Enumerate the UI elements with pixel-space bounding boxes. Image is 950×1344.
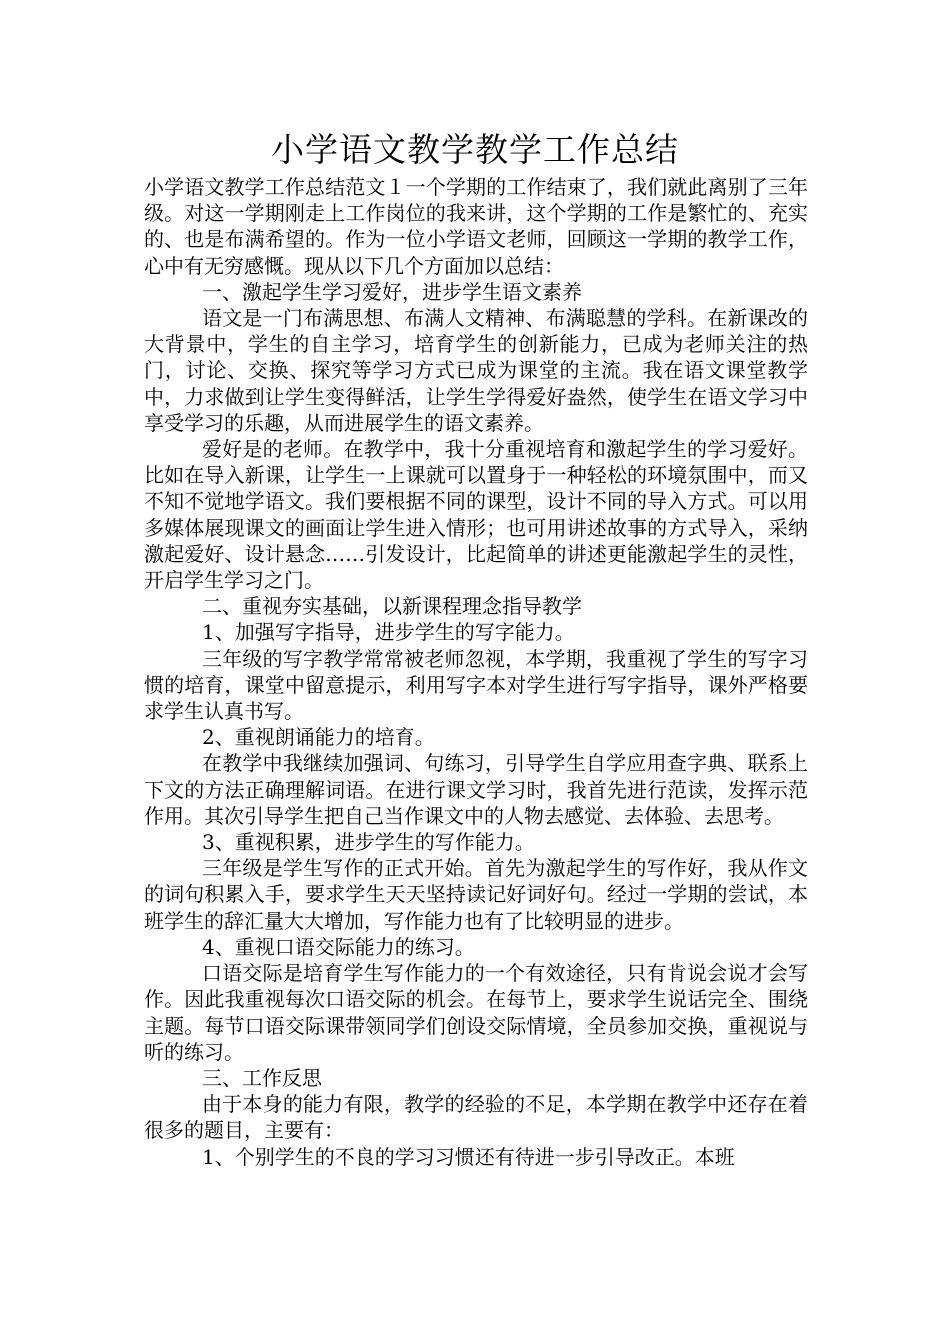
paragraph: 三年级的写字教学常常被老师忽视，本学期，我重视了学生的写字习惯的培育，课堂中留意提示，利用写字本对学生进行写字指导，课外严格要求学生认真书写。	[144, 646, 808, 724]
paragraph: 在教学中我继续加强词、句练习，引导学生自学应用查字典、联系上下文的方法正确理解词语。在进行课文学习时，我首先进行范读，发挥示范作用。其次引导学生把自己当作课文中的人物去感觉、去体验、去思考。	[144, 751, 808, 828]
page-title: 小学语文教学教学工作总结	[271, 130, 679, 169]
subheading: 1、加强写字指导，进步学生的写字能力。	[202, 620, 575, 645]
document-body	[144, 174, 808, 1170]
subheading: 2、重视朗诵能力的培育。	[202, 725, 435, 750]
paragraph: 1、个别学生的不良的学习习惯还有待进一步引导改正。本班	[202, 1144, 735, 1169]
paragraph-intro: 小学语文教学工作总结范文１一个学期的工作结束了，我们就此离别了三年级。对这一学期刚走上工作岗位的我来讲，这个学期的工作是繁忙的、充实的、也是布满希望的。作为一位小学语文老师，回顾这一学期的教学工作，心中有无穷感慨。现从以下几个方面加以总结：	[144, 175, 808, 278]
subheading: 3、重视积累，进步学生的写作能力。	[202, 830, 535, 855]
paragraph: 爱好是的老师。在教学中，我十分重视培育和激起学生的学习爱好。比如在导入新课，让学生一上课就可以置身于一种轻松的环境氛围中，而又不知不觉地学语文。我们要根据不同的课型，设计不同的导入方式。可以用多媒体展现课文的画面让学生进入情形；也可用讲述故事的方式导入，采纳激起爱好、设计悬念……引发设计，比起简单的讲述更能激起学生的灵性，开启学生学习之门。	[144, 437, 808, 593]
paragraph: 由于本身的能力有限，教学的经验的不足，本学期在教学中还存在着很多的题目，主要有：	[144, 1092, 808, 1143]
paragraph: 三年级是学生写作的正式开始。首先为激起学生的写作好，我从作文的词句积累入手，要求学生天天坚持读记好词好句。经过一学期的尝试，本班学生的辞汇量大大增加，写作能力也有了比较明显的进步。	[144, 856, 808, 933]
section-heading-2: 二、重视夯实基础，以新课程理念指导教学	[202, 594, 582, 619]
paragraph: 语文是一门布满思想、布满人文精神、布满聪慧的学科。在新课改的大背景中，学生的自主学习，培育学生的创新能力，已成为老师关注的热门，讨论、交换、探究等学习方式已成为课堂的主流。我在语文课堂教学中，力求做到让学生变得鲜活，让学生学得爱好盎然，使学生在语文学习中享受学习的乐趣，从而进展学生的语文素养。	[144, 306, 808, 435]
subheading: 4、重视口语交际能力的练习。	[202, 934, 475, 959]
paragraph: 口语交际是培育学生写作能力的一个有效途径，只有肯说会说才会写作。因此我重视每次口语交际的机会。在每节上，要求学生说话完全、围绕主题。每节口语交际课带领同学们创设交际情境，全员参加交换，重视说与听的练习。	[144, 961, 808, 1064]
section-heading-1: 一、激起学生学习爱好，进步学生语文素养	[202, 279, 582, 304]
section-heading-3: 三、工作反思	[202, 1065, 322, 1090]
